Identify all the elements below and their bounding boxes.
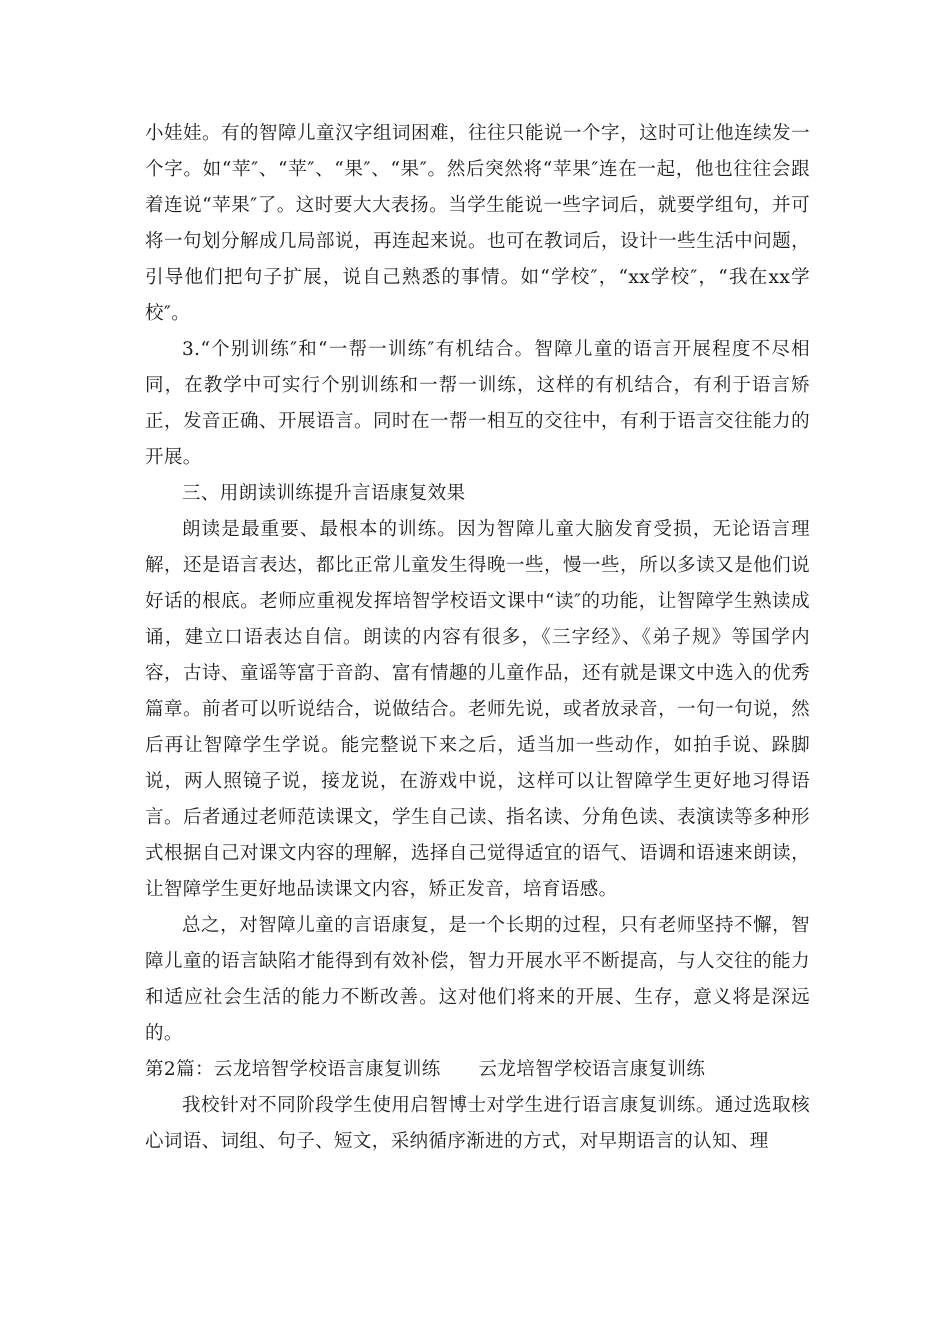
paragraph-reading: 朗读是最重要、最根本的训练。因为智障儿童大脑发育受损，无论语言理解，还是语言表达，都比正常儿童发生得晚一些，慢一些，所以多读又是他们说好话的根底。老师应重视发挥培智学校语文课中“读″的功能，让智障学生熟读成诵，建立口语表达自信。朗读的内容有很多，《三字经》、《弟子规》等国学内容，古诗、童谣等富于音韵、富有情趣的儿童作品，还有就是课文中选入的优秀篇章。前者可以听说结合，说做结合。老师先说，或者放录音，一句一句说，然后再让智障学生学说。能完整说下来之后，适当加一些动作，如拍手说、跺脚说，两人照镜子说，接龙说，在游戏中说，这样可以让智障学生更好地习得语言。后者通过老师范读课文，学生自己读、指名读、分角色读、表演读等多种形式根据自己对课文内容的理解，选择自己觉得适宜的语气、语调和语速来朗读，让智障学生更好地品读课文内容，矫正发音，培育语感。 [145,519,810,900]
section-heading-reading-training: 三、用朗读训练提升言语康复效果 [182,483,466,504]
chapter-title: 第2篇：云龙培智学校语言康复训练 云龙培智学校语言康复训练 [145,1059,706,1080]
paragraph-individual-training: 3.“个别训练″和“一帮一训练″有机结合。智障儿童的语言开展程度不尽相同，在教学中可实行个别训练和一帮一训练，这样的有机结合，有利于语言矫正，发音正确、开展语言。同时在一帮一相互的交往中，有利于语言交往能力的开展。 [145,339,810,468]
document-page [145,116,810,1160]
paragraph-chapter-intro: 我校针对不同阶段学生使用启智博士对学生进行语言康复训练。通过选取核心词语、词组、句子、短文，采纳循序渐进的方式，对早期语言的认知、理 [145,1095,810,1152]
paragraph-continuation: 小娃娃。有的智障儿童汉字组词困难，往往只能说一个字，这时可让他连续发一个字。如“苹″、“苹″、“果″、“果″。然后突然将“苹果″连在一起，他也往往会跟着连说“苹果″了。这时要大大表扬。当学生能说一些字词后，就要学组句，并可将一句划分解成几局部说，再连起来说。也可在教词后，设计一些生活中问题，引导他们把句子扩展，说自己熟悉的事情。如“学校″，“xx学校″，“我在xx学校″。 [145,123,810,324]
paragraph-conclusion: 总之，对智障儿童的言语康复，是一个长期的过程，只有老师坚持不懈，智障儿童的语言缺陷才能得到有效补偿，智力开展水平不断提高，与人交往的能力和适应社会生活的能力不断改善。这对他们将来的开展、生存，意义将是深远的。 [145,915,810,1044]
